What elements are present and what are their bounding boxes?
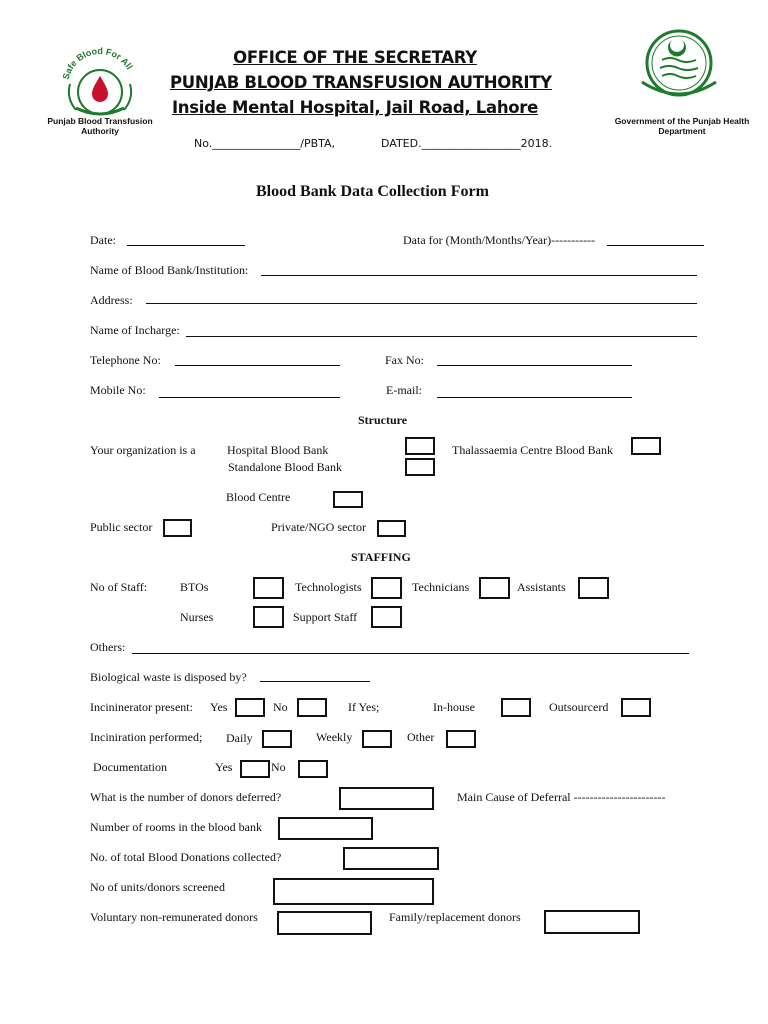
technicians-box[interactable] (479, 577, 510, 599)
ref-number: No.________________/PBTA, (194, 137, 336, 150)
punjab-emblem-icon (620, 26, 750, 106)
other-label: Other (407, 730, 435, 744)
date-label: Date: (90, 233, 116, 247)
btos-box[interactable] (253, 577, 284, 599)
email-label: E-mail: (386, 383, 422, 397)
private-ngo-label: Private/NGO sector (271, 520, 366, 534)
incharge-label: Name of Incharge: (90, 323, 180, 337)
nurses-label: Nurses (180, 610, 214, 624)
total-donations-box[interactable] (343, 847, 439, 870)
outsourced-label: Outsourcerd (549, 700, 609, 714)
standalone-bb-checkbox[interactable] (405, 458, 435, 476)
donors-deferred-box[interactable] (339, 787, 434, 810)
thalassaemia-checkbox[interactable] (631, 437, 661, 455)
outsourced-checkbox[interactable] (621, 698, 651, 717)
mobile-label: Mobile No: (90, 383, 146, 397)
assistants-label: Assistants (517, 580, 566, 594)
incharge-field[interactable] (186, 336, 697, 337)
family-donors-box[interactable] (544, 910, 640, 934)
voluntary-donors-box[interactable] (277, 911, 372, 935)
blood-centre-label: Blood Centre (226, 490, 291, 504)
institution-name-label: Name of Blood Bank/Institution: (90, 263, 249, 277)
standalone-bb-label: Standalone Blood Bank (228, 460, 342, 474)
technologists-label: Technologists (295, 580, 362, 594)
nurses-box[interactable] (253, 606, 284, 628)
incinerator-yes-checkbox[interactable] (235, 698, 265, 717)
fax-label: Fax No: (385, 353, 424, 367)
pbta-emblem-icon (40, 38, 160, 118)
email-field[interactable] (437, 397, 632, 398)
incinerator-present-label: Incininerator present: (90, 700, 193, 714)
pbta-logo-caption: Punjab Blood Transfusion Authority (47, 116, 153, 136)
public-sector-checkbox[interactable] (163, 519, 192, 537)
documentation-yes-label: Yes (215, 760, 233, 774)
technologists-box[interactable] (371, 577, 402, 599)
in-house-checkbox[interactable] (501, 698, 531, 717)
other-checkbox[interactable] (446, 730, 476, 748)
rooms-label: Number of rooms in the blood bank (90, 820, 262, 834)
deferral-cause-label: Main Cause of Deferral ----------------------- (457, 790, 666, 804)
voluntary-donors-label: Voluntary non-remunerated donors (90, 910, 258, 924)
daily-label: Daily (226, 731, 253, 745)
incineration-performed-label: Inciniration performed; (90, 730, 203, 744)
institution-name-field[interactable] (261, 275, 697, 276)
mobile-field[interactable] (159, 397, 340, 398)
donors-deferred-label: What is the number of donors deferred? (90, 790, 282, 804)
header-address: Inside Mental Hospital, Jail Road, Lahore (171, 98, 539, 117)
total-donations-label: No. of total Blood Donations collected? (90, 850, 282, 864)
form-title: Blood Bank Data Collection Form (256, 183, 489, 200)
org-type-label: Your organization is a (90, 443, 196, 457)
punjab-govt-logo (614, 26, 750, 146)
others-field[interactable] (132, 653, 689, 654)
date-field[interactable] (127, 245, 245, 246)
ref-dated: DATED.__________________2018. (381, 137, 553, 150)
support-staff-label: Support Staff (293, 610, 358, 624)
documentation-yes-checkbox[interactable] (240, 760, 270, 778)
family-donors-label: Family/replacement donors (389, 910, 521, 924)
rooms-box[interactable] (278, 817, 373, 840)
address-label: Address: (90, 293, 133, 307)
private-ngo-checkbox[interactable] (377, 520, 406, 537)
blood-centre-checkbox[interactable] (333, 491, 363, 508)
documentation-label: Documentation (93, 760, 167, 774)
incinerator-no-label: No (273, 700, 288, 714)
units-screened-box[interactable] (273, 878, 434, 905)
if-yes-label: If Yes; (348, 700, 380, 714)
pbta-logo (40, 38, 160, 138)
fax-field[interactable] (437, 365, 632, 366)
documentation-no-checkbox[interactable] (298, 760, 328, 778)
btos-label: BTOs (180, 580, 209, 594)
data-for-field[interactable] (607, 245, 704, 246)
header-office: OFFICE OF THE SECRETARY (233, 48, 477, 67)
daily-checkbox[interactable] (262, 730, 292, 748)
support-staff-box[interactable] (371, 606, 402, 628)
units-screened-label: No of units/donors screened (90, 880, 225, 894)
telephone-label: Telephone No: (90, 353, 161, 367)
logo-arc-text: Safe Blood For All (60, 45, 135, 81)
thalassaemia-label: Thalassaemia Centre Blood Bank (452, 443, 613, 457)
staff-count-label: No of Staff: (90, 580, 148, 594)
hospital-bb-checkbox[interactable] (405, 437, 435, 455)
weekly-label: Weekly (316, 730, 353, 744)
svg-text:Safe Blood For All (61, 46, 135, 81)
incinerator-no-checkbox[interactable] (297, 698, 327, 717)
waste-disposal-field[interactable] (260, 681, 370, 682)
waste-disposal-label: Biological waste is disposed by? (90, 670, 247, 684)
weekly-checkbox[interactable] (362, 730, 392, 748)
structure-heading: Structure (358, 413, 408, 427)
technicians-label: Technicians (412, 580, 470, 594)
others-label: Others: (90, 640, 126, 654)
staffing-heading: STAFFING (351, 550, 411, 564)
telephone-field[interactable] (175, 365, 340, 366)
incinerator-yes-label: Yes (210, 700, 228, 714)
public-sector-label: Public sector (90, 520, 153, 534)
punjab-govt-caption: Government of the Punjab Health Department (614, 116, 750, 136)
in-house-label: In-house (433, 700, 475, 714)
assistants-box[interactable] (578, 577, 609, 599)
address-field[interactable] (146, 303, 697, 304)
documentation-no-label: No (271, 760, 286, 774)
data-for-label: Data for (Month/Months/Year)----------- (403, 233, 596, 247)
hospital-bb-label: Hospital Blood Bank (227, 443, 329, 457)
header-authority: PUNJAB BLOOD TRANSFUSION AUTHORITY (170, 73, 552, 92)
